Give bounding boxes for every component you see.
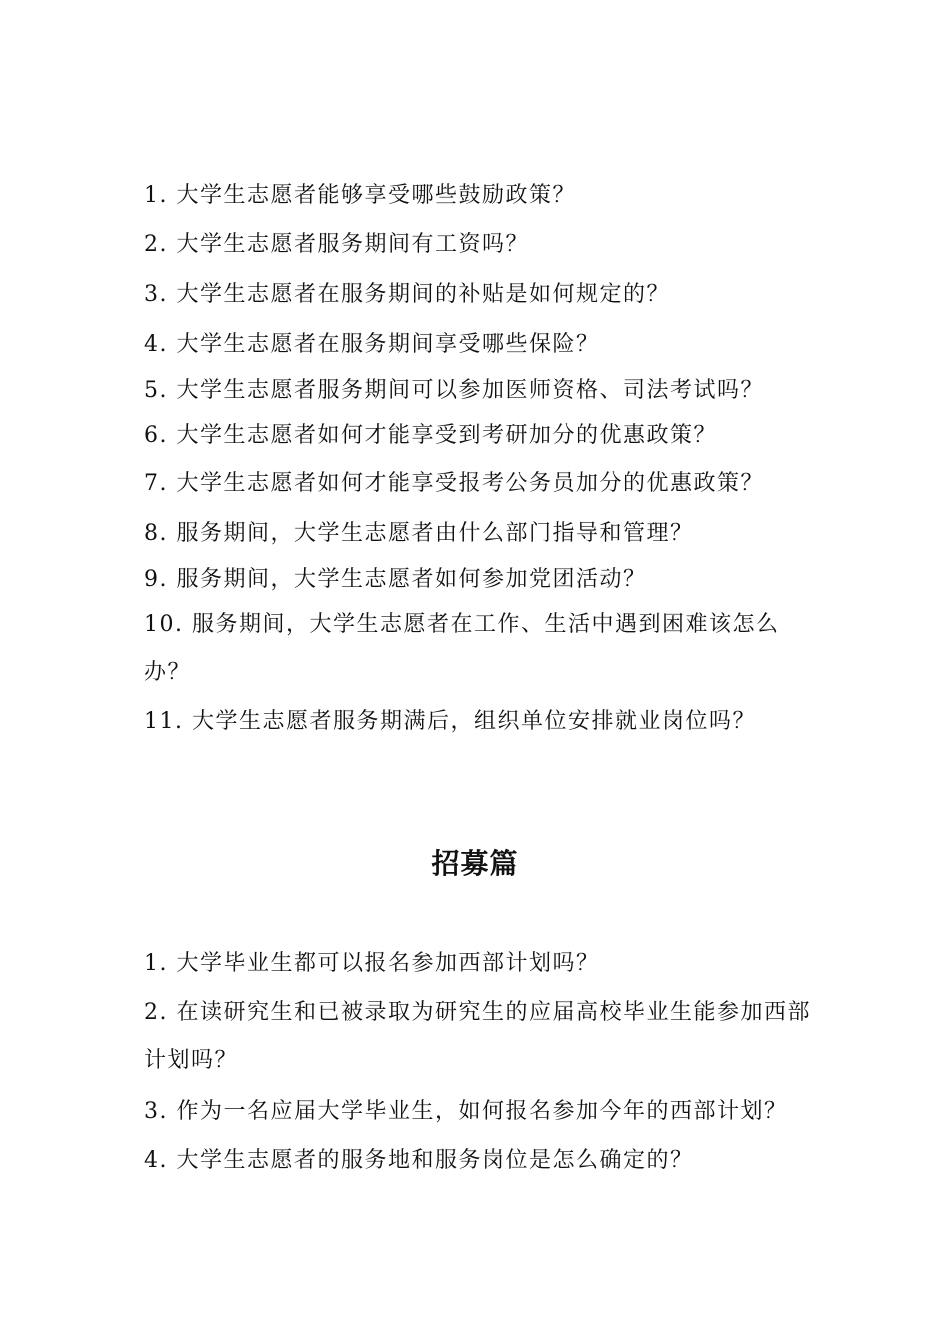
recruitment-question-2: 2. 在读研究生和已被录取为研究生的应届高校毕业生能参加西部计划吗？ [144,1000,811,1073]
policy-question-7: 7. 大学生志愿者如何才能享受报考公务员加分的优惠政策？ [144,471,764,496]
policy-question-9: 9. 服务期间，大学生志愿者如何参加党团活动？ [144,567,647,592]
section-title-recruitment: 招募篇 [431,847,519,880]
policy-question-2: 2. 大学生志愿者服务期间有工资吗？ [144,232,529,257]
policy-question-11: 11. 大学生志愿者服务期满后，组织单位安排就业岗位吗？ [144,709,756,734]
policy-question-10: 10. 服务期间，大学生志愿者在工作、生活中遇到困难该怎么办？ [144,612,780,685]
recruitment-question-3: 3. 作为一名应届大学毕业生，如何报名参加今年的西部计划？ [144,1099,788,1124]
policy-question-1: 1. 大学生志愿者能够享受哪些鼓励政策？ [144,183,576,208]
policy-question-5: 5. 大学生志愿者服务期间可以参加医师资格、司法考试吗？ [144,378,764,403]
recruitment-question-1: 1. 大学毕业生都可以报名参加西部计划吗？ [144,951,600,976]
policy-question-3: 3. 大学生志愿者在服务期间的补贴是如何规定的？ [144,282,670,307]
recruitment-question-4: 4. 大学生志愿者的服务地和服务岗位是怎么确定的？ [144,1148,694,1173]
policy-question-8: 8. 服务期间，大学生志愿者由什么部门指导和管理？ [144,521,694,546]
policy-question-4: 4. 大学生志愿者在服务期间享受哪些保险？ [144,332,600,357]
policy-question-6: 6. 大学生志愿者如何才能享受到考研加分的优惠政策？ [144,423,717,448]
